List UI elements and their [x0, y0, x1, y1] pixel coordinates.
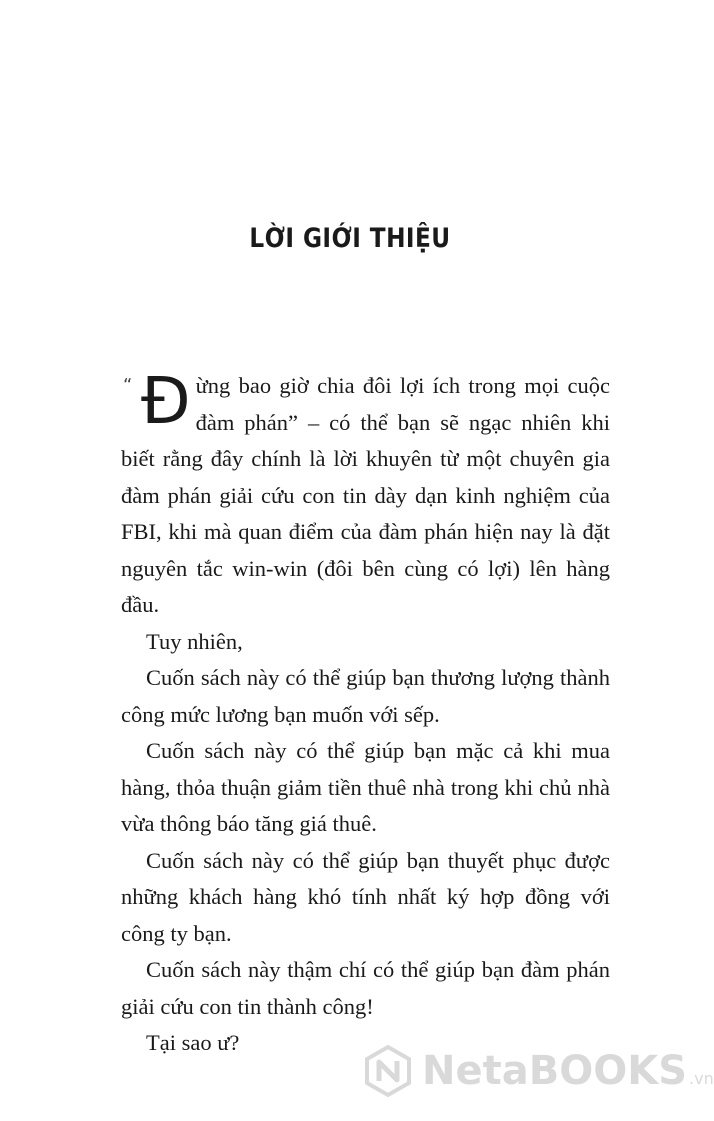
paragraph: Cuốn sách này có thể giúp bạn thương lượng thành công mức lương bạn muốn với sếp. — [121, 665, 610, 727]
intro-text: ừng bao giờ chia đôi lợi ích trong mọi cuộc đàm phán” – có thể bạn sẽ ngạc nhiên khi biết rằng đây chính là lời khuyên từ một chuyên gia đàm phán giải cứu con tin dày dạn kinh nghiệm của FBI, khi mà quan điểm của đàm phán hiện nay là đặt nguyên tắc win-win (đôi bên cùng có lợi) lên hàng đầu. — [121, 373, 610, 617]
paragraph: Tuy nhiên, — [146, 628, 243, 654]
chapter-title: LỜI GIỚI THIỆU — [249, 223, 451, 254]
paragraph: Cuốn sách này có thể giúp bạn mặc cả khi mua hàng, thỏa thuận giảm tiền thuê nhà trong khi chủ nhà vừa thông báo tăng giá thuê. — [121, 738, 610, 836]
paragraph: Tại sao ư? — [146, 1030, 240, 1055]
paragraph: Cuốn sách này có thể giúp bạn thuyết phục được những khách hàng khó tính nhất ký hợp đồng với công ty bạn. — [121, 847, 610, 946]
watermark-brand: NetaBOOKS — [422, 1048, 688, 1094]
watermark — [362, 1040, 714, 1102]
chapter-body — [121, 365, 610, 1062]
intro-paragraph — [121, 365, 610, 624]
watermark-suffix: .vn — [689, 1069, 714, 1088]
open-quote-mark: “ — [123, 375, 133, 396]
paragraph: Cuốn sách này thậm chí có thể giúp bạn đàm phán giải cứu con tin thành công! — [121, 957, 610, 1019]
drop-cap: Đ — [141, 365, 191, 439]
netabooks-logo-icon — [362, 1045, 414, 1097]
